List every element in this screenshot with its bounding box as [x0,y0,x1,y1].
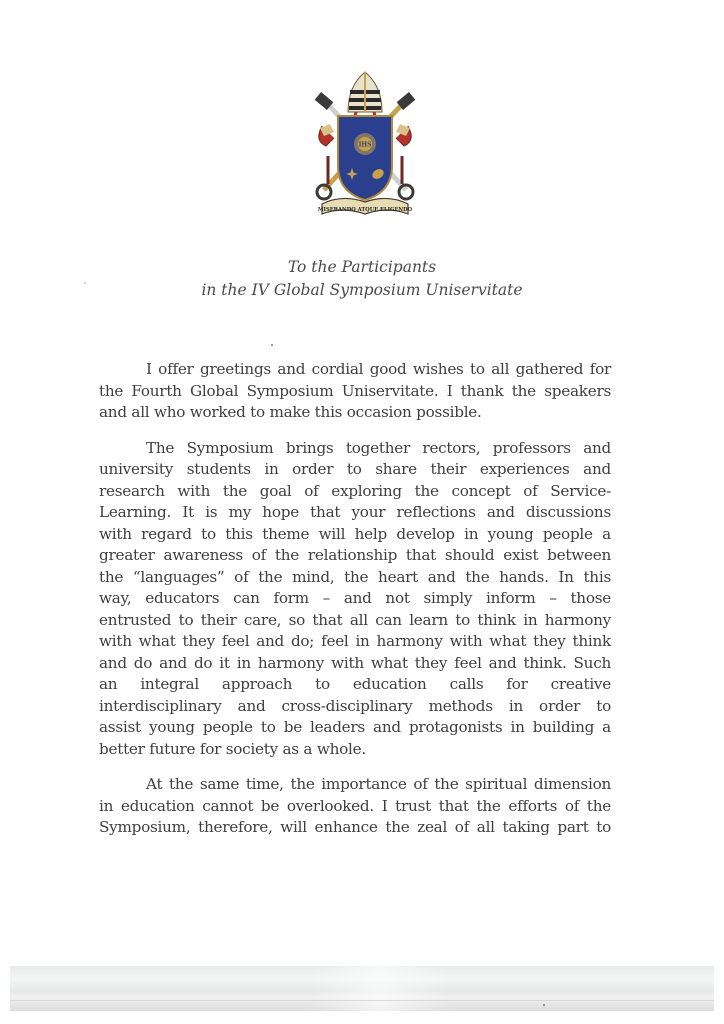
text-line: interdisciplinary and cross-disciplinary methods in order to [99,696,611,715]
text-line: research with the goal of exploring the concept of Service- [99,481,611,500]
text-line: with what they feel and do; feel in harmony with what they think [99,632,611,650]
text-line: assist young people to be leaders and protagonists in building a [99,718,611,736]
text-line: greater awareness of the relationship that should exist between [99,546,611,564]
salutation-line-1: To the Participants [287,258,437,276]
motto-text: MISERANDO ATQUE ELIGENDO [317,207,413,213]
paragraph-greeting [99,359,611,424]
scanner-shine [310,966,450,1011]
paragraph-spiritual [99,774,611,839]
text-line: way, educators can form – and not simply inform – those [99,589,611,607]
text-line: and do and do it in harmony with what they feel and think. Such [99,653,611,672]
scan-speck [543,1004,545,1006]
letter-body [99,359,611,853]
text-line: I offer greetings and cordial good wishes to all gathered for [146,360,611,378]
text-line: entrusted to their care, so that all can learn to think in harmony [99,610,611,629]
text-line: the “languages” of the mind, the heart and the hands. In this [99,567,611,586]
shield-icon [338,116,392,200]
salutation [100,256,624,302]
papal-coat-of-arms-icon [312,66,418,220]
text-line: the Fourth Global Symposium Uniservitate. I thank the speakers [99,381,611,400]
text-line: At the same time, the importance of the spiritual dimension [146,775,611,793]
salutation-line-2: in the IV Global Symposium Uniservitate [201,281,523,299]
scan-speck [84,282,86,284]
text-line: in education cannot be overlooked. I trust that the efforts of the [99,796,611,815]
text-line: university students in order to share their experiences and [99,460,611,478]
text-line: with regard to this theme will help develop in young people a [99,524,611,543]
text-line: Symposium, therefore, will enhance the zeal of all taking part to [99,818,611,836]
text-line: better future for society as a whole. [99,739,366,758]
scan-speck [271,344,273,346]
text-line: The Symposium brings together rectors, professors and [146,438,611,457]
scanner-edge-band [10,966,714,1011]
paragraph-symposium [99,438,611,761]
text-line: an integral approach to education calls for creative [99,675,611,693]
scanner-streak [10,1000,714,1001]
svg-text:IHS: IHS [358,141,372,149]
text-line: Learning. It is my hope that your reflections and discussions [99,503,611,521]
text-line: and all who worked to make this occasion possible. [99,403,482,421]
